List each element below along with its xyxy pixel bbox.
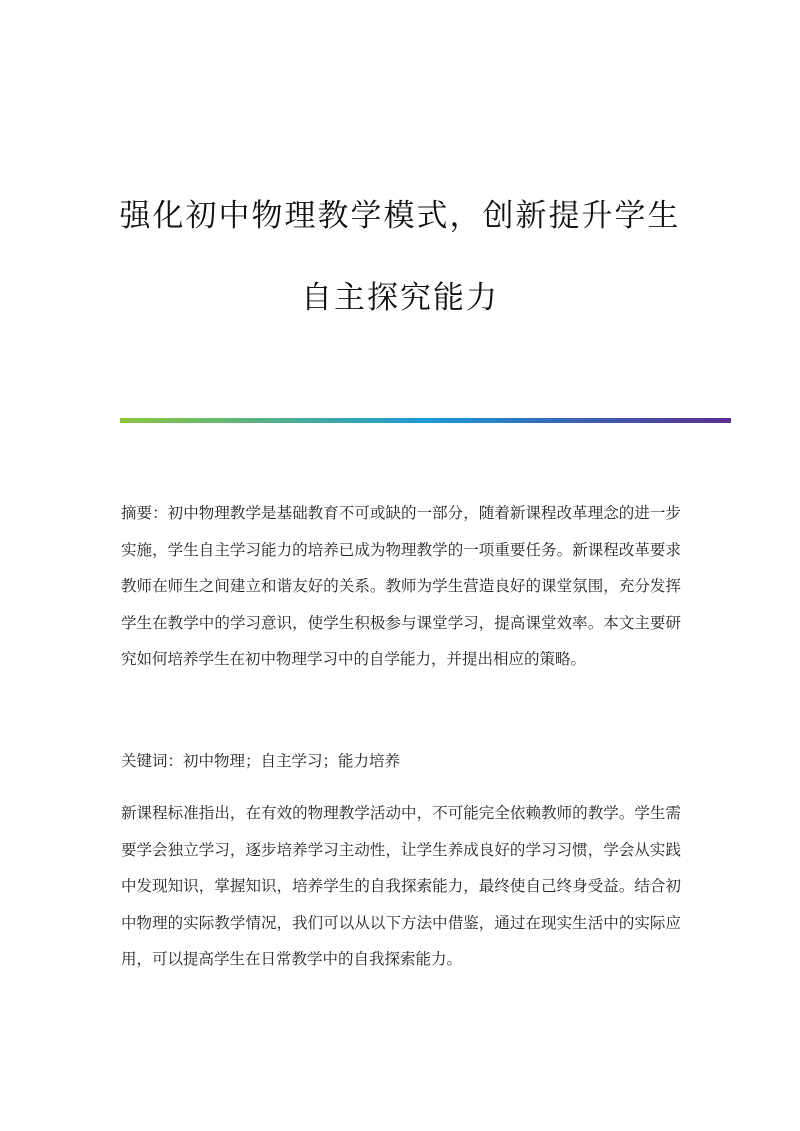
keywords-label: 关键词： — [121, 752, 184, 770]
document-title-line-2: 自主探究能力 — [301, 280, 499, 316]
abstract-label: 摘要： — [121, 504, 168, 522]
title-divider — [120, 418, 731, 423]
intro-paragraph — [121, 795, 681, 978]
abstract-paragraph — [121, 495, 681, 678]
keywords-line — [121, 751, 681, 771]
document-title-line-1: 强化初中物理教学模式，创新提升学生 — [119, 198, 681, 234]
abstract-text: 初中物理教学是基础教育不可或缺的一部分，随着新课程改革理念的进一步实施，学生自主学习能力的培养已成为物理教学的一项重要任务。新课程改革要求教师在师生之间建立和谐友好的关系。教师为学生营造良好的课堂氛围，充分发挥学生在教学中的学习意识，使学生积极参与课堂学习，提高课堂效率。本文主要研究如何培养学生在初中物理学习中的自学能力，并提出相应的策略。 — [121, 504, 681, 668]
keywords-text: 初中物理；自主学习；能力培养 — [183, 752, 401, 770]
intro-text: 新课程标准指出，在有效的物理教学活动中，不可能完全依赖教师的教学。学生需要学会独立学习，逐步培养学习主动性，让学生养成良好的学习习惯，学会从实践中发现知识，掌握知识，培养学生的自我探索能力，最终使自己终身受益。结合初中物理的实际教学情况，我们可以从以下方法中借鉴，通过在现实生活中的实际应用，可以提高学生在日常教学中的自我探索能力。 — [121, 804, 681, 968]
